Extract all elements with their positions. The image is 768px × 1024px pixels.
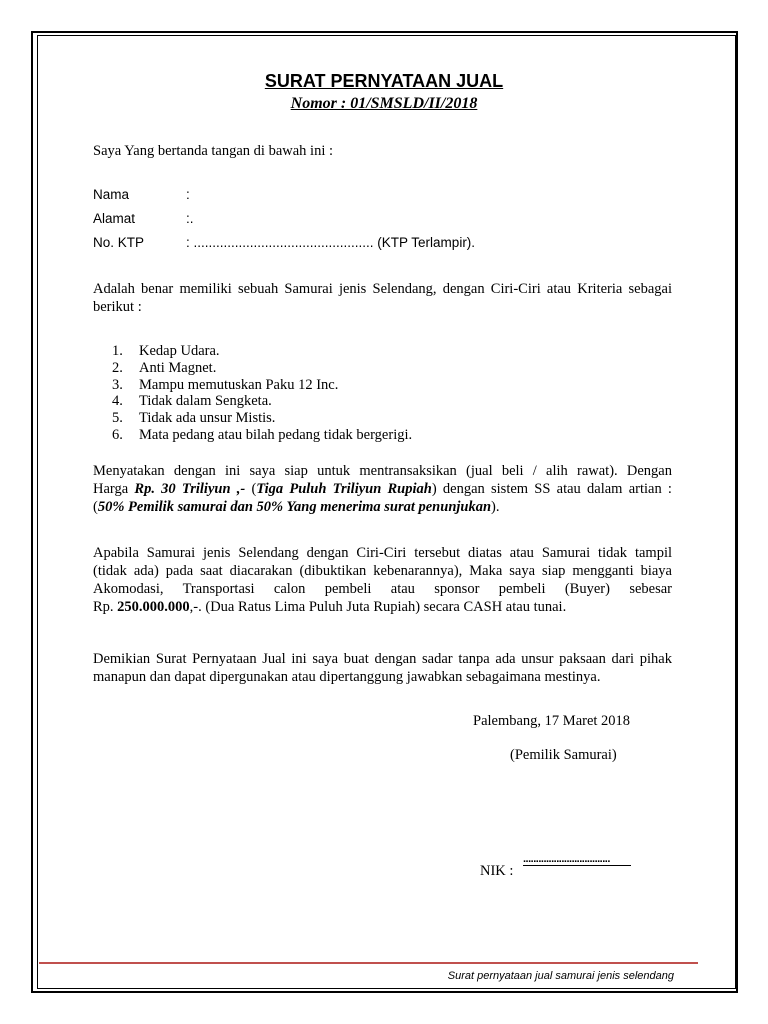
paragraph-closing: Demikian Surat Pernyataan Jual ini saya buat dengan sadar tanpa ada unsur paksaan dari pihak manapun dan dapat dipergunakan atau dipertanggung jawabkan sebagaimana mestinya. (93, 651, 672, 685)
nik-label: NIK : (480, 863, 514, 879)
field-value-ktp: : ................................................ (KTP Terlampir). (186, 235, 476, 250)
document-number: Nomor : 01/SMSLD/II/2018 (290, 95, 478, 112)
guarantee-line-4: Rp. 250.000.000,-. (Dua Ratus Lima Puluh Juta Rupiah) secara CASH atau tunai. (93, 599, 567, 615)
footer-divider (39, 962, 698, 964)
statement-line-1: Menyatakan dengan ini saya siap untuk mentransaksikan (jual beli / alih rawat). Dengan (93, 463, 672, 479)
field-value-nama: : (186, 187, 190, 202)
paragraph-ownership: Adalah benar memiliki sebuah Samurai jenis Selendang, dengan Ciri-Ciri atau Kriteria sebagai berikut : (93, 281, 672, 315)
list-item: 1. Kedap Udara. (112, 343, 220, 359)
signature-line: .................................. (523, 854, 631, 866)
intro-text: Saya Yang bertanda tangan di bawah ini : (93, 143, 334, 159)
field-value-alamat: :. (186, 211, 194, 226)
document-title: SURAT PERNYATAAN JUAL (264, 71, 504, 91)
criteria-list (112, 343, 412, 444)
statement-line-2: Harga Rp. 30 Triliyun ,- (Tiga Puluh Triliyun Rupiah) dengan sistem SS atau dalam artian : (93, 481, 672, 497)
list-item: 5. Tidak ada unsur Mistis. (112, 410, 276, 427)
field-label-ktp: No. KTP (93, 235, 145, 250)
footer-text: Surat pernyataan jual samurai jenis selendang (447, 970, 674, 982)
signer-role: (Pemilik Samurai) (510, 747, 617, 763)
list-item: 3. Mampu memutuskan Paku 12 Inc. (112, 376, 339, 393)
statement-line-3: (50% Pemilik samurai dan 50% Yang menerima surat penunjukan). (93, 499, 500, 515)
guarantee-line-1: Apabila Samurai jenis Selendang dengan Ciri-Ciri tersebut diatas atau Samurai tidak tampil (93, 545, 672, 561)
guarantee-line-3: Akomodasi, Transportasi calon pembeli atau sponsor pembeli (Buyer) sebesar (93, 581, 672, 597)
list-item: 4. Tidak dalam Sengketa. (112, 393, 272, 410)
field-label-nama: Nama (93, 187, 130, 202)
list-item: 6. Mata pedang atau bilah pedang tidak bergerigi. (112, 426, 413, 443)
field-label-alamat: Alamat (93, 211, 136, 226)
guarantee-line-2: (tidak ada) pada saat diacarakan (dibuktikan kebenarannya), Maka saya siap mengganti biaya (93, 563, 672, 579)
place-date: Palembang, 17 Maret 2018 (473, 713, 631, 729)
list-item: 2. Anti Magnet. (112, 359, 217, 376)
